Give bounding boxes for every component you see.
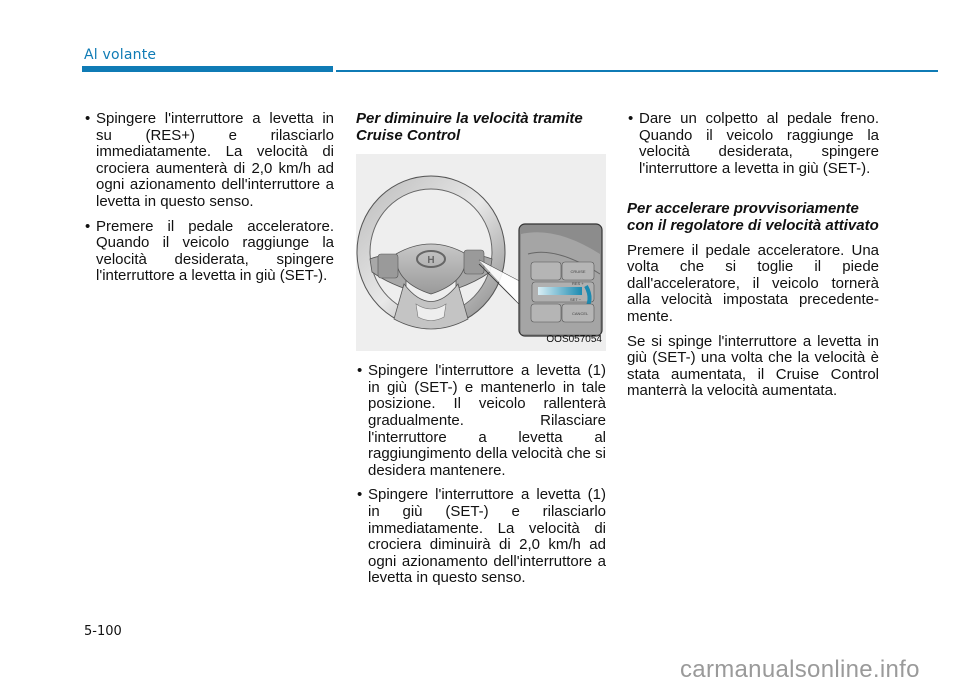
svg-text:CRUISE: CRUISE — [570, 269, 586, 275]
column-1 — [84, 111, 334, 293]
header-rule-thick — [82, 66, 333, 72]
column-3 — [627, 111, 879, 408]
bullet-icon: • — [357, 486, 363, 504]
section-title: Al volante — [84, 47, 157, 63]
list-item-text: Spingere l'interruttore a levetta (1) in giù (SET-) e rilasciarlo immediatamente. La velocità di crociera diminuirà di 2,0 km/h ad ogni azionamento dell'interruttore a levetta in questo senso. — [368, 486, 606, 587]
list-item — [356, 363, 606, 479]
header-rule-thin — [336, 70, 938, 72]
svg-text:RES +: RES + — [572, 281, 584, 287]
column-2 — [356, 111, 606, 595]
svg-text:SET −: SET − — [570, 297, 582, 303]
bullet-icon: • — [85, 110, 91, 127]
bullet-icon: • — [628, 110, 634, 127]
watermark-link[interactable]: carmanualsonline.info — [680, 656, 920, 683]
list-item-text: Premere il pedale acceleratore. Quando il veicolo raggiunge la velocità desiderata, spingere l'interruttore a levetta in giù (SET-). — [96, 217, 334, 285]
bullet-icon: • — [85, 217, 91, 235]
list-item — [356, 487, 606, 587]
list-item-text: Spingere l'interruttore a levetta (1) in giù (SET-) e mantenerlo in tale posizione. Il veicolo rallenterà gradualmente. Rilasciare l'interruttore a levetta al raggiungimento della velocità che si desidera mantenere. — [368, 362, 606, 479]
bullet-list — [627, 111, 879, 177]
paragraph: Se si spinge l'interruttore a levetta in giù (SET-) una volta che la velocità è stata aumentata, il Cruise Control manterrà la velocità aumentata. — [627, 332, 879, 400]
svg-text:CANCEL: CANCEL — [572, 311, 589, 317]
list-item — [84, 111, 334, 211]
paragraph: Premere il pedale acceleratore. Una volta che si toglie il piede dall'acceleratore, il veicolo tornerà alla velocità impostata precedente-mente. — [627, 241, 879, 325]
bullet-list — [356, 363, 606, 587]
svg-text:H: H — [427, 255, 435, 267]
subsection-heading: Per accelerare provvisoriamente con il regolatore di velocità attivato — [627, 200, 879, 234]
list-item — [627, 111, 879, 177]
subsection-heading: Per diminuire la velocità tramite Cruise Control — [356, 110, 583, 144]
figure-code: OOS057054 — [546, 333, 602, 345]
bullet-icon: • — [357, 362, 363, 380]
page-number: 5-100 — [84, 624, 122, 639]
list-item — [84, 219, 334, 285]
list-item-text: Dare un colpetto al pedale freno. Quando il veicolo raggiunge la velocità desiderata, spingere l'interruttore a levetta in giù (SET-). — [639, 110, 879, 177]
bullet-list — [84, 111, 334, 285]
list-item-text: Spingere l'interruttore a levetta in su (RES+) e rilasciarlo immediatamente. La velocità di crociera aumenterà di 2,0 km/h ad ogni azionamento dell'interruttore a levetta in questo senso. — [96, 110, 334, 210]
steering-wheel-icon — [356, 154, 606, 351]
steering-wheel-figure — [356, 154, 606, 351]
